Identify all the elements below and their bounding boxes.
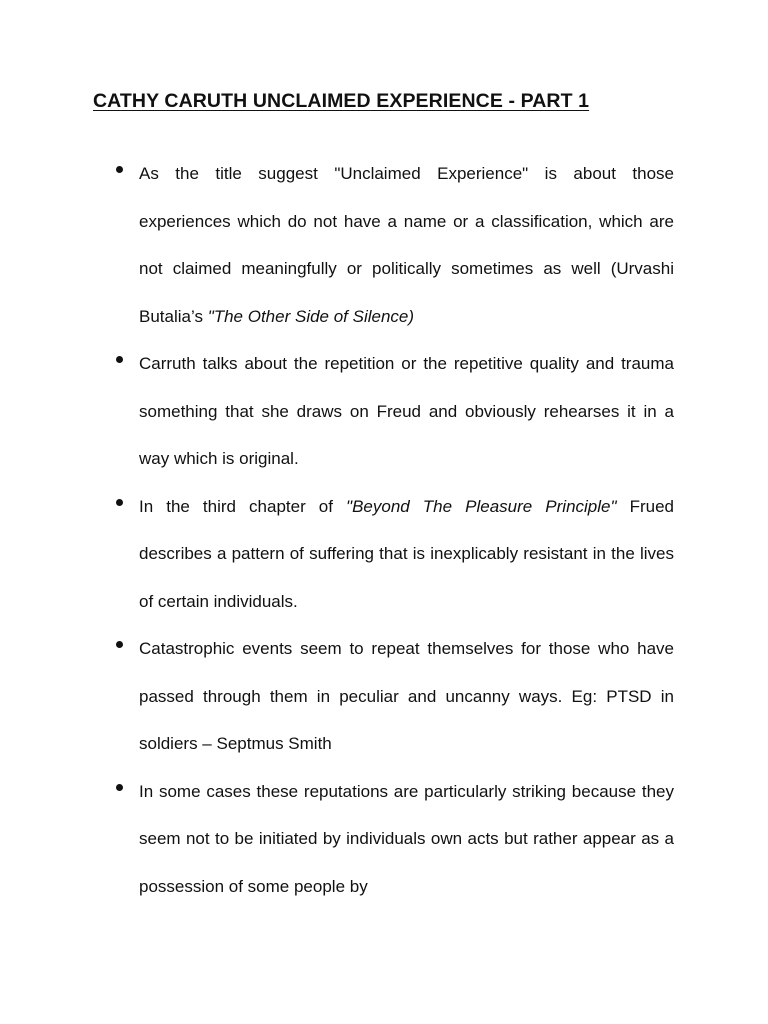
bullet-text bbox=[139, 625, 674, 768]
bullet-item bbox=[0, 625, 768, 768]
italic-text-run: "The Other Side of Silence) bbox=[207, 306, 415, 326]
italic-text-run: "Beyond The Pleasure Principle" bbox=[346, 496, 617, 516]
bullet-text bbox=[139, 768, 674, 911]
document-title: CATHY CARUTH UNCLAIMED EXPERIENCE - PART 1 bbox=[93, 90, 590, 112]
bullet-text bbox=[139, 150, 674, 340]
bullet-item bbox=[0, 483, 768, 626]
bullet-dot-icon bbox=[116, 499, 123, 506]
text-run: Catastrophic events seem to repeat themselves for those who have passed through them in peculiar and uncanny ways. Eg: PTSD in soldiers – Septmus Smith bbox=[139, 639, 674, 753]
bullet-item bbox=[0, 340, 768, 483]
bullet-item bbox=[0, 150, 768, 340]
bullet-text bbox=[139, 483, 674, 626]
bullet-dot-icon bbox=[116, 166, 123, 173]
text-run: Carruth talks about the repetition or the repetitive quality and trauma something that she draws on Freud and obviously rehearses it in a way which is original. bbox=[139, 354, 674, 468]
text-run: Frued describes a pattern of suffering that is inexplicably resistant in the lives of certain individuals. bbox=[139, 496, 674, 611]
bullet-dot-icon bbox=[116, 356, 123, 363]
text-run: As the title suggest "Unclaimed Experience" is about those experiences which do not have a name or a classification, which are not claimed meaningfully or politically sometimes as well (Urvashi Butalia’s bbox=[139, 164, 674, 326]
text-run: In the third chapter of bbox=[139, 496, 347, 516]
text-run: In some cases these reputations are particularly striking because they seem not to be initiated by individuals own acts but rather appear as a possession of some people by bbox=[139, 781, 674, 896]
bullet-list bbox=[0, 150, 768, 910]
bullet-dot-icon bbox=[116, 784, 123, 791]
bullet-item bbox=[0, 768, 768, 911]
bullet-dot-icon bbox=[116, 641, 123, 648]
bullet-text bbox=[139, 340, 674, 483]
